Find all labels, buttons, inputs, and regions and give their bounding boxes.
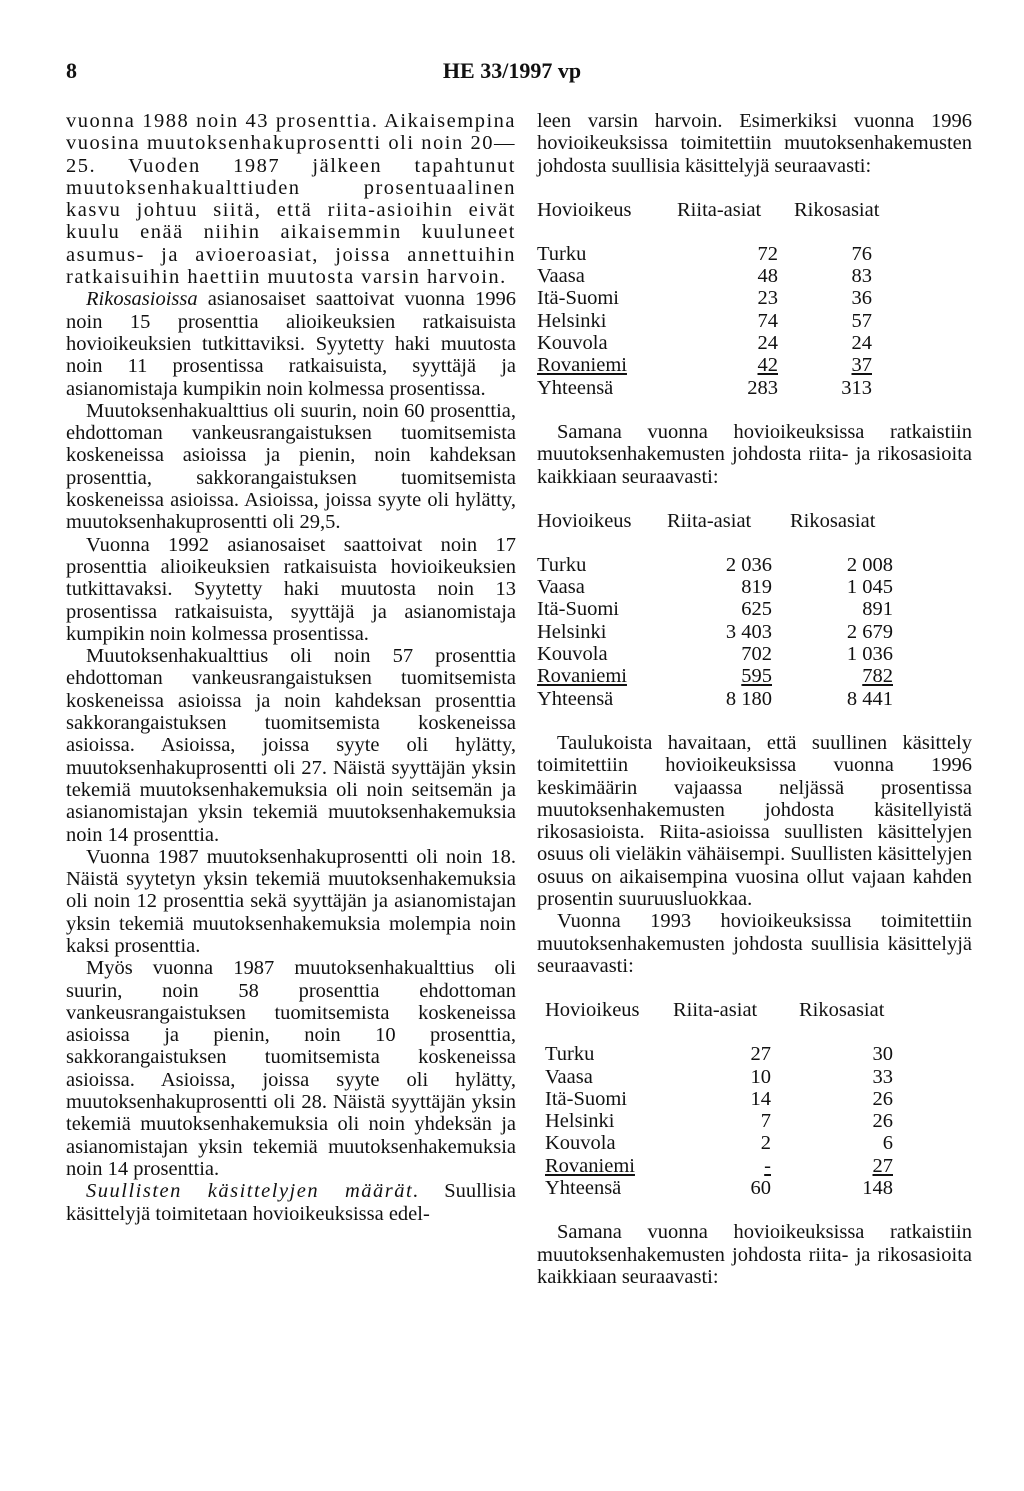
criminal-cases: 891 (862, 598, 893, 621)
table-row (545, 1110, 905, 1132)
court-name: Kouvola (537, 332, 608, 355)
paragraph-text: asianosaiset saattoivat vuonna 1996 noin 15 prosenttia alioikeuksien ratkaisuista hovioikeuksien tutkittaviksi. Syytetty haki muutosta noin 11 prosentissa ratkaisuista, syyttäjä ja asianomistaja kumpikin noin kolmessa prosentissa. (66, 288, 516, 400)
table-row (537, 576, 897, 598)
court-name: Turku (545, 1043, 595, 1066)
court-name: Helsinki (537, 309, 607, 332)
court-name: Yhteensä (537, 376, 614, 399)
table-row (537, 287, 902, 309)
court-name: Turku (537, 242, 587, 265)
civil-cases: 283 (747, 376, 778, 399)
court-name: Kouvola (545, 1132, 616, 1155)
court-name: Kouvola (537, 643, 608, 666)
column-header: Hovioikeus (537, 509, 632, 532)
civil-cases: 2 (760, 1132, 771, 1155)
court-name: Itä-Suomi (545, 1087, 627, 1110)
table-row (537, 643, 897, 665)
paragraph: Vuonna 1993 hovioikeuksissa toimitettiin muutoksenhakemusten johdosta suullisia käsittelyjä seuraavasti: (537, 910, 972, 977)
criminal-cases: 37 (851, 354, 872, 377)
criminal-cases: 1 045 (846, 576, 893, 599)
criminal-cases: 313 (841, 376, 872, 399)
court-name: Itä-Suomi (537, 598, 619, 621)
table-row (545, 1132, 905, 1154)
civil-cases: 60 (750, 1176, 771, 1199)
court-name: Vaasa (537, 265, 585, 288)
court-name: Itä-Suomi (537, 287, 619, 310)
criminal-cases: 76 (851, 242, 872, 265)
table-header-row (545, 999, 905, 1043)
civil-cases: 48 (757, 265, 778, 288)
column-header: Rikosasiat (799, 999, 885, 1022)
civil-cases: - (764, 1154, 771, 1177)
table-row (545, 1043, 905, 1065)
civil-cases: 10 (750, 1065, 771, 1088)
criminal-cases: 148 (862, 1176, 893, 1199)
paragraph: Myös vuonna 1987 muutoksenhakualttius oli suurin, noin 58 prosenttia ehdottoman vankeusrangaistuksen tuomitsemista koskeneissa asioissa ja pienin, noin 10 prosenttia, sakkorangaistuksen tuomitsemista koskeneissa asioissa. Asioissa, joissa syyte oli hylätty, muutoksenhakuprosentti oli 28. Näistä syyttäjän yksin tekemiä muutoksenhakemuksia oli noin yhdeksän ja asianomistajan yksin tekemiä muutoksenhakemuksia noin 14 prosenttia. (66, 957, 516, 1180)
column-header: Riita-asiat (667, 509, 752, 532)
statistics-table (545, 999, 905, 1199)
criminal-cases: 1 036 (846, 643, 893, 666)
table-row (545, 1155, 905, 1177)
page-number: 8 (66, 58, 77, 83)
paragraph: leen varsin harvoin. Esimerkiksi vuonna 1996 hovioikeuksissa toimitettiin muutoksenhakemusten johdosta suullisia käsittelyjä seuraavasti: (537, 110, 972, 177)
criminal-cases: 26 (872, 1087, 893, 1110)
criminal-cases: 30 (872, 1043, 893, 1066)
court-name: Rovaniemi (537, 665, 627, 688)
column-header: Riita-asiat (673, 999, 758, 1022)
table-row (537, 332, 902, 354)
table-row (537, 354, 902, 376)
table-total-row (537, 688, 897, 710)
paragraph: vuonna 1988 noin 43 prosenttia. Aikaisempina vuosina muutoksenhakuprosentti oli noin 20—25. Vuoden 1987 jälkeen tapahtunut muutoksenhakualttiuden prosentuaalinen kasvu johtuu siitä, että riita-asioihin eivät kuulu enää niihin aikaisemmin kuuluneet asumus- ja avioeroasiat, joissa annettuihin ratkaisuihin haettiin muutosta varsin harvoin. (66, 110, 516, 289)
criminal-cases: 57 (851, 309, 872, 332)
court-name: Yhteensä (537, 687, 614, 710)
paragraph-lead: Rikosasioissa (86, 288, 198, 311)
civil-cases: 27 (750, 1043, 771, 1066)
paragraph: Samana vuonna hovioikeuksissa ratkaistiin muutoksenhakemusten johdosta riita- ja rikosasioita kaikkiaan seuraavasti: (537, 420, 972, 488)
court-name: Vaasa (537, 576, 585, 599)
table-header-row (537, 199, 902, 243)
table-total-row (545, 1177, 905, 1199)
criminal-cases: 24 (851, 332, 872, 355)
paragraph: Taulukoista havaitaan, että suullinen käsittely toimitettiin hovioikeuksissa vuonna 1996 keskimäärin vajaassa neljässä prosentissa muutoksenhakemusten johdosta käsitellyistä rikosasioista. Riita-asioissa suullisten käsittelyjen osuus oli vieläkin vähäisempi. Suullisten käsittelyjen osuus on aikaisempina vuosina ollut vajaan kahden prosentin suuruusluokkaa. (537, 731, 973, 911)
column-header: Riita-asiat (677, 198, 762, 221)
criminal-cases: 33 (872, 1065, 893, 1088)
paragraph: Vuonna 1987 muutoksenhakuprosentti oli noin 18. Näistä syytetyn yksin tekemiä muutoksenhakemuksia oli noin 12 prosenttia sekä syyttäjän ja asianomistajan yksin tekemiä muutoksenhakemuksia molempia noin kaksi prosenttia. (66, 845, 516, 957)
civil-cases: 2 036 (725, 553, 772, 576)
table-row (545, 1088, 905, 1110)
civil-cases: 625 (741, 598, 772, 621)
civil-cases: 23 (757, 287, 778, 310)
civil-cases: 7 (760, 1110, 771, 1133)
criminal-cases: 27 (872, 1154, 893, 1177)
table-row (537, 598, 897, 620)
paragraph: Samana vuonna hovioikeuksissa ratkaistiin muutoksenhakemusten johdosta riita- ja rikosasioita kaikkiaan seuraavasti: (537, 1221, 972, 1288)
table-row (537, 243, 902, 265)
table-row (537, 621, 897, 643)
table-row (537, 554, 897, 576)
criminal-cases: 8 441 (846, 687, 893, 710)
right-column (537, 110, 972, 1288)
criminal-cases: 2 679 (846, 620, 893, 643)
column-header: Rikosasiat (790, 509, 876, 532)
civil-cases: 74 (757, 309, 778, 332)
paragraph-text: Suullisia käsittelyjä toimitetaan hovioikeuksissa edel- (66, 1180, 516, 1225)
criminal-cases: 26 (872, 1110, 893, 1133)
court-name: Turku (537, 553, 587, 576)
table-total-row (537, 377, 902, 399)
civil-cases: 595 (741, 665, 772, 688)
criminal-cases: 36 (851, 287, 872, 310)
paragraph: Muutoksenhakualttius oli noin 57 prosenttia ehdottoman vankeusrangaistuksen tuomitsemista koskeneissa asioissa ja noin kahdeksan prosenttia sakkorangaistuksen tuomitsemista koskeneissa asioissa. Asioissa, joissa syyte oli hylätty, muutoksenhakuprosentti oli 27. Näistä syyttäjän yksin tekemiä muutoksenhakemuksia oli noin seitsemän ja asianomistajan yksin tekemiä muutoksenhakemuksia noin 14 prosenttia. (66, 645, 516, 846)
criminal-cases: 2 008 (846, 553, 893, 576)
civil-cases: 72 (757, 242, 778, 265)
civil-cases: 702 (741, 643, 772, 666)
court-name: Rovaniemi (545, 1154, 635, 1177)
table-row (537, 265, 902, 287)
column-header: Rikosasiat (794, 198, 880, 221)
left-column (66, 110, 516, 1225)
statistics-table (537, 199, 902, 399)
paragraph (66, 288, 516, 399)
court-name: Helsinki (545, 1110, 615, 1133)
table-header-row (537, 510, 897, 554)
table-row (537, 310, 902, 332)
criminal-cases: 782 (862, 665, 893, 688)
paragraph (66, 1180, 516, 1225)
table-row (537, 665, 897, 687)
column-header: Hovioikeus (545, 999, 640, 1022)
table-row (545, 1066, 905, 1088)
paragraph: Muutoksenhakualttius oli suurin, noin 60 prosenttia, ehdottoman vankeusrangaistuksen tuomitsemista koskeneissa asioissa ja pienin, noin kahdeksan prosenttia, sakkorangaistuksen tuomitsemista koskeneissa asioissa. Asioissa, joissa syyte oli hylätty, muutoksenhakuprosentti oli 29,5. (66, 399, 516, 534)
civil-cases: 24 (757, 332, 778, 355)
civil-cases: 14 (750, 1087, 771, 1110)
running-title: HE 33/1997 vp (442, 58, 582, 83)
court-name: Helsinki (537, 620, 607, 643)
court-name: Vaasa (545, 1065, 593, 1088)
civil-cases: 8 180 (725, 687, 772, 710)
court-name: Rovaniemi (537, 354, 627, 377)
statistics-table (537, 510, 897, 710)
criminal-cases: 6 (882, 1132, 893, 1155)
civil-cases: 3 403 (725, 620, 772, 643)
court-name: Yhteensä (545, 1176, 622, 1199)
section-heading: Suullisten käsittelyjen määrät. (86, 1180, 420, 1203)
criminal-cases: 83 (851, 265, 872, 288)
civil-cases: 819 (741, 576, 772, 599)
paragraph: Vuonna 1992 asianosaiset saattoivat noin 17 prosenttia alioikeuksien ratkaisuista hovioikeuksien tutkittavaksi. Syytetty haki muutosta noin 13 prosentissa ratkaisuista, syyttäjä ja asianomistaja kumpikin noin kolmessa prosentissa. (66, 533, 516, 645)
civil-cases: 42 (757, 354, 778, 377)
column-header: Hovioikeus (537, 198, 632, 221)
